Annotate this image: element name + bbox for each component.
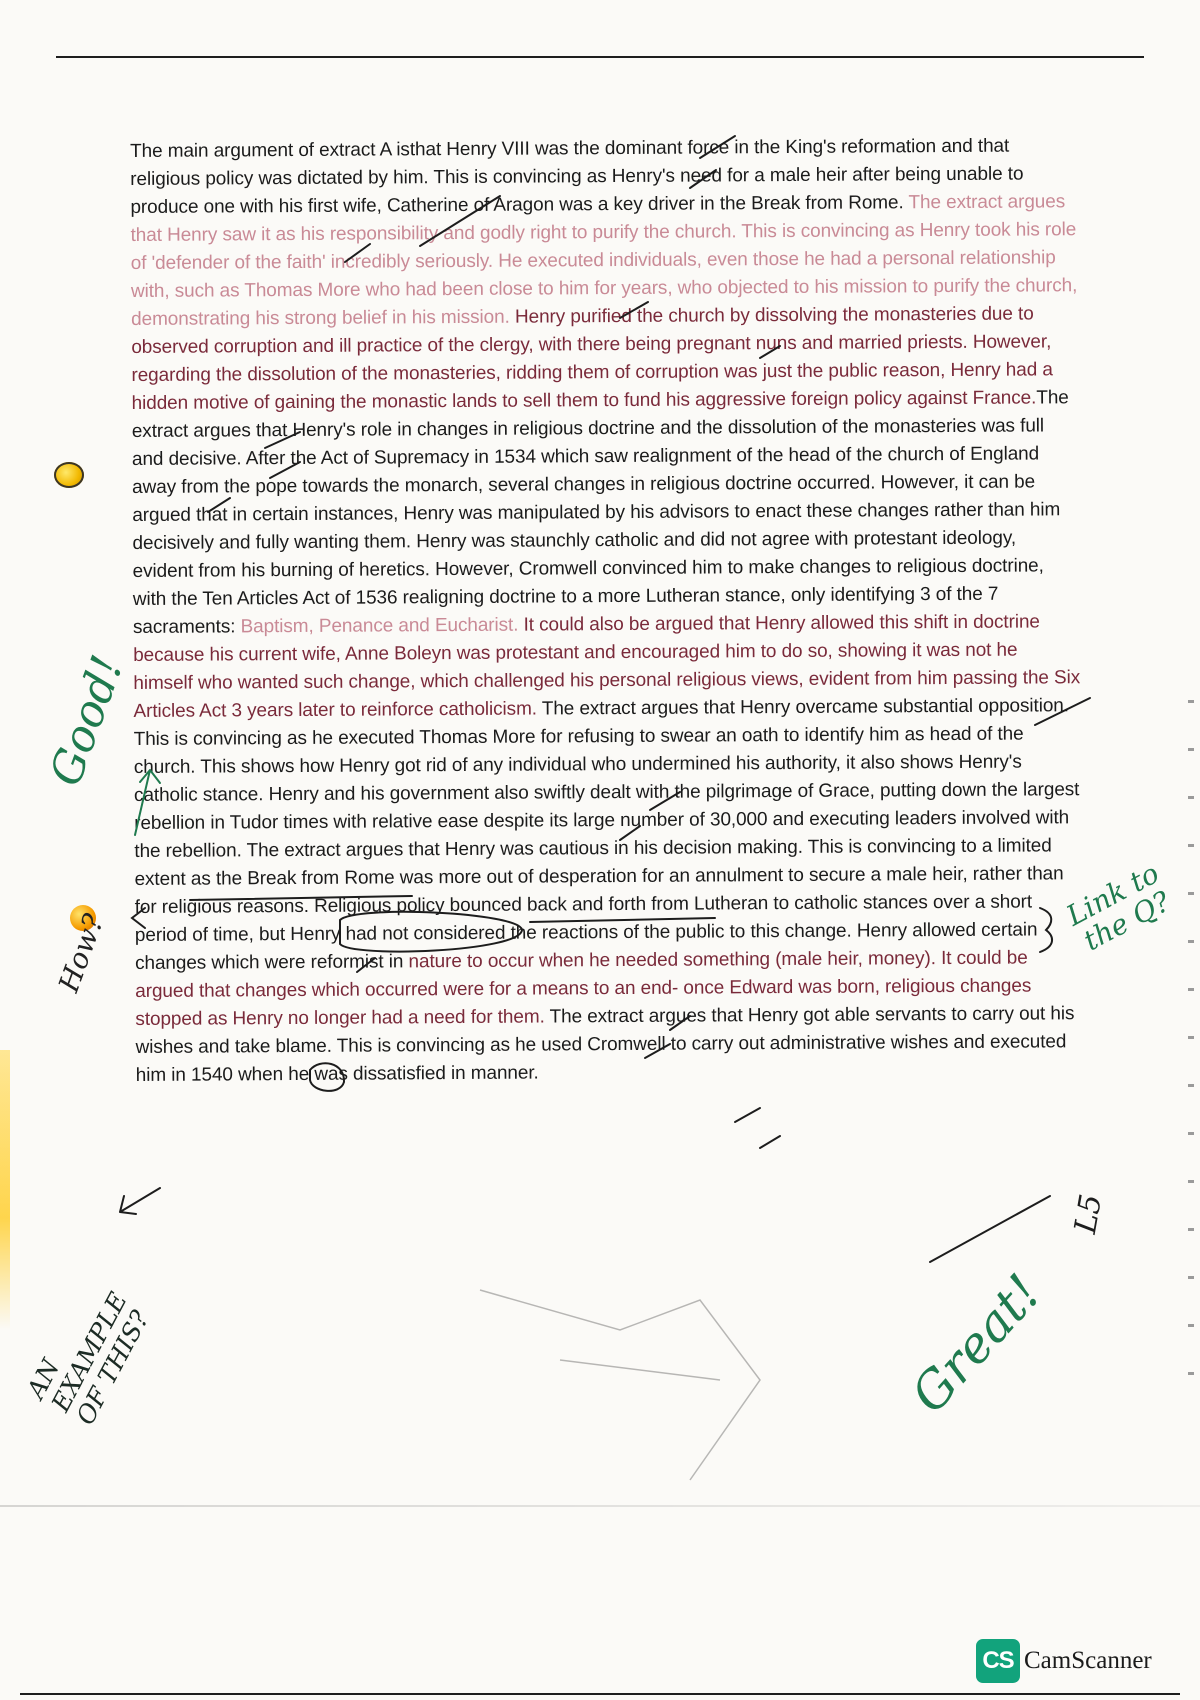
essay-segment: The extract argues that Henry overcame substantial opposition. This is convincing as he executed Thomas More for refusing to swear an oath to identify him as head of the church. This shows how Henry got rid of any individual who undermined his authority, it also shows Henry's catholic stance. Henry and his government also swiftly dealt with the pilgrimage of Grace, putting down the largest rebellion in Tudor times with relative ease despite its large number of 30,000 and executing leaders involved with the rebellion. The extract argues that Henry was cautious in his decision making. This is convincing to a limited extent as the Break from Rome was more out of desperation for an annulment to secure a male heir, rather than for religious reasons. Religious policy bounced back and forth from Lutheran to catholic stances over a short period of time, but Henry had not considered the reactions of the public to this change. Henry allowed certain changes which were reformist in (133, 695, 1080, 974)
essay-segment: The extract argues that Henry's role in changes in religious doctrine and the dissolution of the monasteries was full and decisive. After the Act of Supremacy in 1534 which saw realignment of the head of the church of England away from the pope towards the monarch, several changes in religious doctrine occurred. However, it can be argued that in certain instances, Henry was manipulated by his advisors to enact these changes rather than him decisively and fully wanting them. Henry was staunchly catholic and did not agree with protestant ideology, evident from his burning of heretics. However, Cromwell convinced him to make changes to religious doctrine, with the Ten Articles Act of 1536 realigning doctrine to a more Lutheran stance, only identifying 3 of the 7 sacraments: (131, 387, 1069, 638)
annotation-link-to-question: Link to the Q? (1061, 856, 1176, 958)
annotation-example: AN EXAMPLE OF THIS? (21, 1287, 155, 1430)
essay-segment: The main argument of extract A isthat Henry VIII was the dominant force in the King's reformation and that religious policy was dictated by him. This is convincing as Henry's need for a male heir after being unable to produce one with his first wife, Catherine of Aragon was a key driver in the Break from Rome. (130, 135, 1024, 218)
arrow-mark (120, 1188, 160, 1214)
shadow-fold (480, 1290, 760, 1480)
edge-marks (1188, 700, 1194, 1400)
essay-segment-highlighted: The extract argues that Henry saw it as his responsibility and godly right to purify the church. This is convincing as Henry took his role of 'defender of the faith' incredibly seriously. He executed individuals, even those he had a personal relationship with, such as Thomas More who had been close to him for years, who objected to his mission to purify the church, demonstrating his strong belief in his mission. (130, 191, 1078, 330)
camscanner-watermark (976, 1638, 1152, 1684)
shadow-fold (560, 1360, 720, 1380)
essay-segment-highlighted: nature to occur when he needed something (male heir, money). It could be argued that changes which occurred were for a means to an end- once Edward was born, religious changes stopped as Henry no longer had a need for them. (135, 947, 1032, 1030)
annotation-good-left: Good! (40, 649, 134, 793)
annotation-how: How? (52, 909, 111, 997)
essay-text (130, 132, 1084, 1090)
annotation-good-bottom: Great! (900, 1263, 1053, 1424)
essay-segment-highlighted: It could also be argued that Henry allowed this shift in doctrine because his current wife, Anne Boleyn was protestant and encouraged him to do so, showing it was not he himself who wanted such change, which challenged his personal religious views, evident from him passing the Six Articles Act 3 years later to reinforce catholicism. (133, 611, 1081, 722)
paper-crease (0, 1505, 1200, 1507)
essay-segment-highlighted: Henry purified the church by dissolving the monasteries due to observed corruption and ill practice of the clergy, with there being pregnant nuns and married priests. However, regarding the dissolution of the monasteries, ridding them of corruption was just the public reason, Henry had a hidden motive of gaining the monastic lands to sell them to fund his aggressive foreign policy against France. (131, 303, 1053, 414)
underline-mark (930, 1196, 1050, 1262)
tick-mark (760, 1136, 780, 1148)
tick-mark (735, 1108, 760, 1122)
highlighter-mark (0, 1050, 10, 1330)
bottom-rule (20, 1693, 1180, 1695)
camscanner-logo-icon: CS (976, 1639, 1020, 1683)
top-rule (56, 56, 1144, 58)
sticker-dot (54, 462, 84, 488)
annotation-level: L5 (1068, 1191, 1110, 1237)
essay-segment: The extract argues that Henry got able servants to carry out his wishes and take blame. This is convincing as he used Cromwell to carry out administrative wishes and executed him in 1540 when he was dissatisfied in manner. (135, 1003, 1075, 1086)
essay-segment-highlighted: Baptism, Penance and Eucharist. (240, 614, 524, 638)
camscanner-name: CamScanner (1024, 1647, 1152, 1674)
